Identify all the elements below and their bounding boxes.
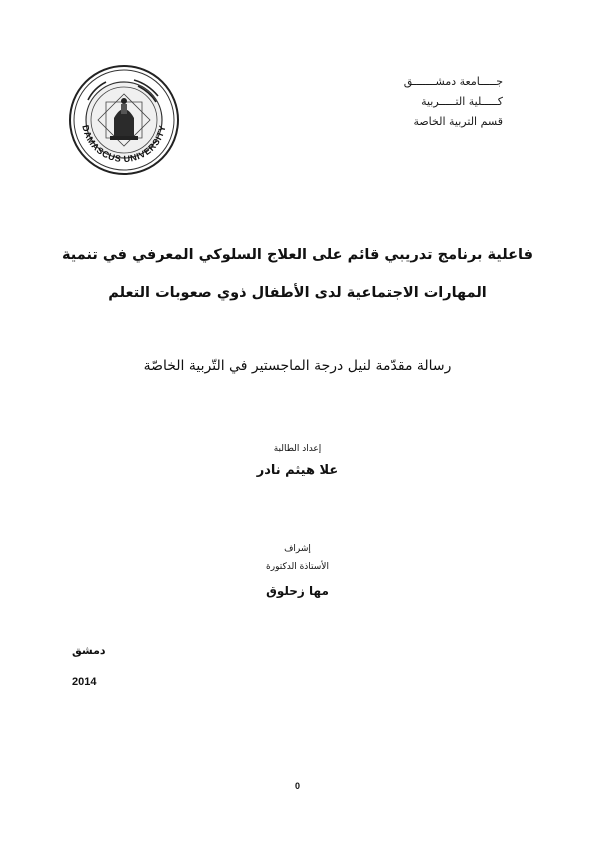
faculty-name: كـــــلية التـــــربية [421,95,503,108]
publication-year: 2014 [72,676,97,688]
thesis-title-line-1: فاعلية برنامج تدريبي قائم على العلاج السلوكي المعرفي في تنمية [62,247,533,263]
institution-header [283,72,503,132]
thesis-title [60,236,535,312]
damascus-university-seal-icon [68,64,180,176]
author-name: علا هيثم نادر [256,463,339,478]
author-block [100,440,495,484]
supervisor-block [100,540,495,606]
thesis-title-line-2: المهارات الاجتماعية لدى الأطفال ذوي صعوبات التعلم [108,285,487,301]
degree-statement: رسالة مقدّمة لنيل درجة الماجستير في التّربية الخاصّة [143,358,452,374]
svg-text:DAMASCUS UNIVERSITY: DAMASCUS UNIVERSITY [80,124,168,165]
author-label: إعداد الطالبة [273,444,322,454]
page-number: 0 [294,781,300,791]
supervisor-rank: الأستاذة الدكتورة [266,562,329,572]
supervisor-label: إشراف [284,544,311,554]
university-name: جـــــامعة دمشـــــــق [403,75,503,88]
supervisor-name: مها زحلوق [266,584,329,598]
department-name: قسم التربية الخاصة [413,115,503,128]
place-of-publication: دمشق [72,644,106,657]
